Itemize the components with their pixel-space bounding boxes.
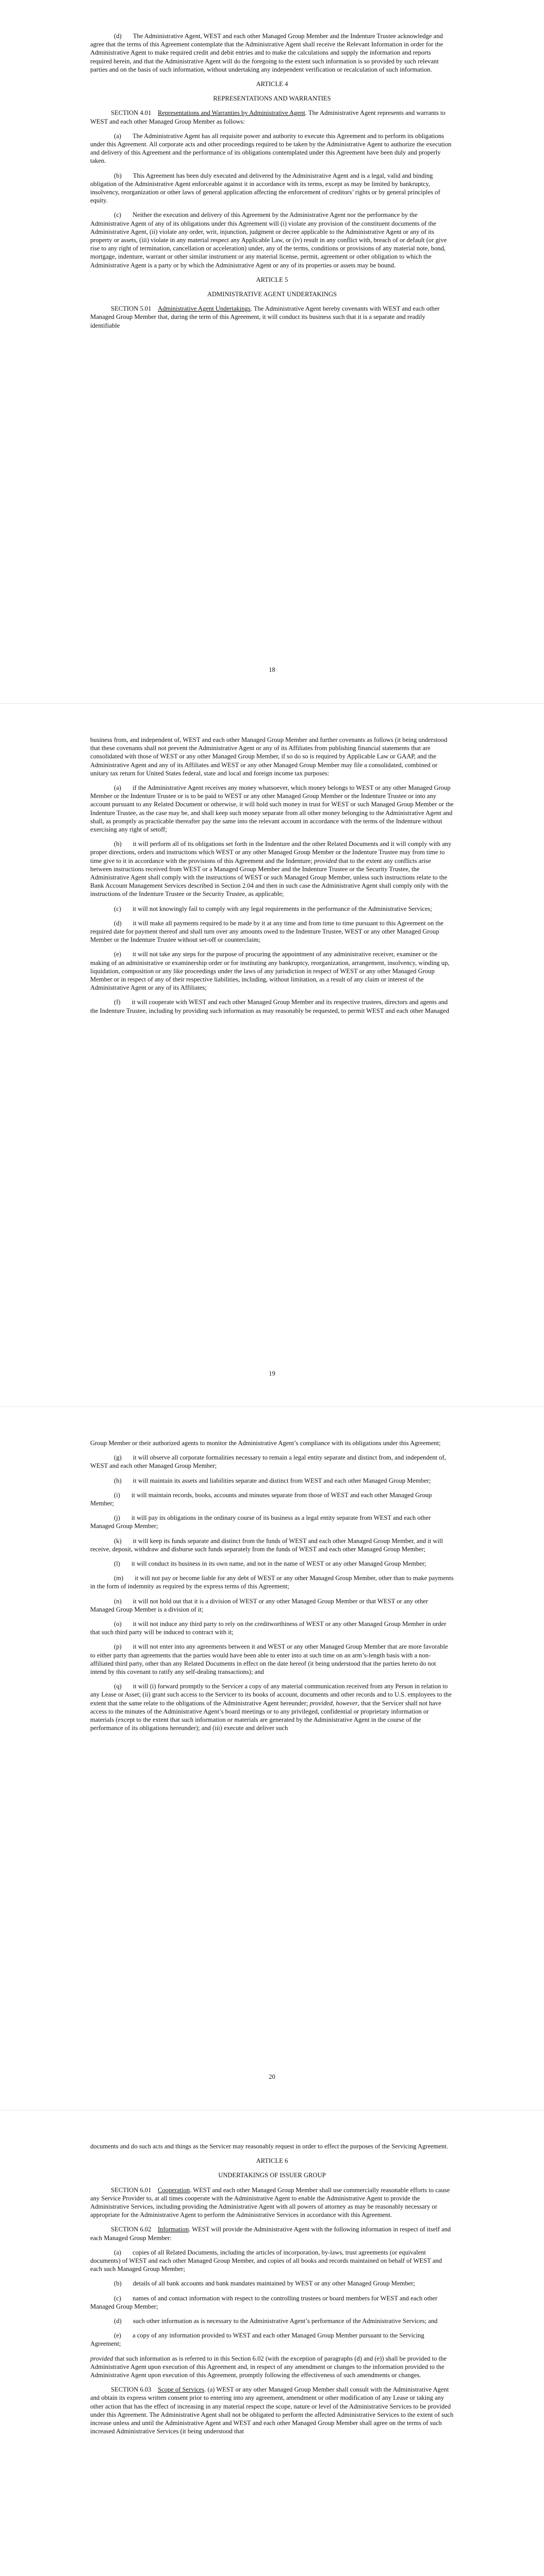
paragraph-5-01-n: (n) it will not hold out that it is a division of WEST or any other Managed Group Member or that WEST or any other Managed Group Member is a division of it; [90,1597,428,1613]
section-number: SECTION 6.02 [111,2226,152,2233]
section-6-03 [90,2385,454,2435]
section-6-02 [90,2225,454,2242]
section-number: SECTION 6.01 [111,2186,152,2194]
paragraph-5-01-d: (d) it will make all payments required to be made by it at any time and from time to time pursuant to this Agreement on the required date for payment thereof and shall turn over any amounts owed to the Indenture Trustee, WEST or any other Managed Group Member or the Indenture Trustee without set-off or counterclaim; [90,919,443,944]
section-4-01 [90,109,454,125]
section-6-01 [90,2186,454,2219]
paragraph-4-01-c: (c) Neither the execution and delivery of this Agreement by the Administrative Agent nor the performance by the Administrative Agent of any of its obligations under this Agreement will (i) violate any provision of the constituent documents of the Administrative Agent, (ii) violate any order, writ, injunction, judgment or decree applicable to the Administrative Agent or any of its property or assets, (iii) violate in any material respect any Applicable Law, or (iv) result in any conflict with, breach of or default (or give rise to any right of termination, cancellation or acceleration) under, any of the terms, conditions or provisions of any material note, bond, mortgage, indenture, warrant or other similar instrument or any material license, permit, agreement or other obligation to which the Administrative Agent is a party or by which the Administrative Agent or any of its properties or assets may be bound. [90,211,447,269]
section-title: Information [157,2226,189,2233]
paragraph-6-02-d: (d) such other information as is necessary to the Administrative Agent’s performance of the Administrative Services; and [114,2317,438,2325]
section-title: Administrative Agent Undertakings [157,305,251,313]
section-text: . WEST and each other Managed Group Member shall use commercially reasonable efforts to cause any Service Provider to, at all times cooperate with the Administrative Agent to enable the Administrative Agent to provide the Administrative Services, including providing the Administrative Agent with all powers of attorney as may be reasonably necessary or appropriate for the Administrative Agent to perform the Administrative Services in accordance with this Agreement. [90,2186,450,2219]
article-title: ADMINISTRATIVE AGENT UNDERTAKINGS [207,291,337,298]
paragraph-5-01-g: (g) it will observe all corporate formalities necessary to remain a legal entity separate and distinct from, and independent of, WEST and each other Managed Group Member; [90,1454,446,1470]
article-title: REPRESENTATIONS AND WARRANTIES [213,95,331,103]
paragraph-6-02-c: (c) names of and contact information with respect to the controlling trustees or board members for WEST and each other Managed Group Member; [90,2294,438,2310]
paragraph-5-01-a: (a) if the Administrative Agent receives any money whatsoever, which money belongs to WEST or any other Managed Group Member or the Indenture Trustee or is to be paid to WEST or any other Managed Group Member or the Indenture Trustee or into any account pursuant to any Related Document or otherwise, it will hold such money in trust for WEST or such Managed Group Member or the Indenture Trustee, as the case may be, and shall keep such money separate from all other money belonging to the Administrative Agent and shall, as promptly as practicable thereafter pay the same into the relevant account in accordance with the terms of the Indenture without exercising any right of setoff; [90,784,454,834]
paragraph-6-02-proviso: provided that such information as is referred to in this Section 6.02 (with the exception of paragraphs (d) and (e)) shall be provided to the Administrative Agent upon execution of this Agreement and, in respect of any amendment or changes to the information provided to the Administrative Agent upon execution of this Agreement, promptly following the effectiveness of such amendments or changes. [90,2354,447,2379]
paragraph-5-01-h: (h) it will maintain its assets and liabilities separate and distinct from WEST and each other Managed Group Member; [114,1477,431,1484]
section-number: SECTION 5.01 [111,305,152,313]
paragraph-5-01-i: (i) it will maintain records, books, accounts and minutes separate from those of WEST and each other Managed Group Member; [90,1491,432,1507]
paragraph-5-01-e: (e) it will not take any steps for the purpose of procuring the appointment of any administrative receiver, examiner or the making of an administrative or examinership order or for instituting any bankruptcy, reorganization, arrangement, insolvency, winding up, liquidation, composition or any like proceedings under the laws of any jurisdiction in respect of WEST or any other Managed Group Member or in respect of any of their respective liabilities, including, without limitation, as a result of any claim or interest of the Administrative Agent or any of its Affiliates; [90,951,450,992]
page-number: 20 [269,2073,275,2080]
paragraph-continuation: documents and do such acts and things as the Servicer may reasonably request in order to effect the purposes of the Servicing Agreement. [90,2143,448,2150]
paragraph-continuation: Group Member or their authorized agents to monitor the Administrative Agent’s compliance with its obligations under this Agreement; [90,1439,441,1447]
article-heading: ARTICLE 4 [256,80,288,88]
paragraph-6-02-b: (b) details of all bank accounts and bank mandates maintained by WEST or any other Managed Group Member; [114,2280,415,2287]
document-page-21 [0,2110,544,2576]
document-page-19 [0,703,544,1406]
paragraph-5-01-c: (c) it will not knowingly fail to comply with any legal requirements in the performance of the Administrative Services; [114,905,432,912]
document-page-18 [0,0,544,703]
paragraph-6-02-e: (e) a copy of any information provided to WEST and each other Managed Group Member pursuant to the Servicing Agreement; [90,2332,424,2348]
section-text: . (a) WEST or any other Managed Group Member shall consult with the Administrative Agent and obtain its express written consent prior to entering into any agreement, amendment or other modification of any Lease or taking any other action that has the effect of increasing in any material respect the scope, nature or level of the Administrative Services to be provided under this Agreement. The Administrative Agent shall not be obligated to perform the affected Administrative Services to the extent of such increase unless and until the Administrative Agent and WEST and each other Managed Group Member shall agree on the terms of such increased Administrative Services (it being understood that [90,2386,454,2435]
paragraph-5-01-l: (l) it will conduct its business in its own name, and not in the name of WEST or any other Managed Group Member; [114,1560,426,1568]
paragraph-4-01-b: (b) This Agreement has been duly executed and delivered by the Administrative Agent and is a legal, valid and binding obligation of the Administrative Agent enforceable against it in accordance with its terms, except as may be limited by bankruptcy, insolvency, reorganization or other laws of general application affecting the enforcement of creditors’ rights or by general principles of equity. [90,172,440,205]
section-title: Cooperation [157,2186,190,2194]
paragraph-5-01-m: (m) it will not pay or become liable for any debt of WEST or any other Managed Group Member, other than to make payments in the form of indemnity as required by the express terms of this Agreement; [90,1574,454,1590]
section-title: Representations and Warranties by Administrative Agent [157,109,305,117]
document-page-20 [0,1406,544,2110]
section-text: . The Administrative Agent represents and warrants to WEST and each other Managed Group Member as follows: [90,109,446,125]
article-heading: ARTICLE 6 [256,2157,288,2165]
paragraph-5-01-j: (j) it will pay its obligations in the ordinary course of its business as a legal entity separate from WEST and each other Managed Group Member; [90,1514,431,1530]
paragraph-4-01-a: (a) The Administrative Agent has all requisite power and authority to execute this Agreement and to perform its obligations under this Agreement. All corporate acts and other proceedings required to be taken by the Administrative Agent to authorize the execution and delivery of this Agreement and the performance of its obligations contemplated under this Agreement have been duly and properly taken. [90,132,452,165]
section-number: SECTION 6.03 [111,2386,152,2394]
section-text: . WEST will provide the Administrative Agent with the following information in respect of itself and each Managed Group Member: [90,2226,451,2242]
paragraph-continuation: business from, and independent of, WEST and each other Managed Group Member and further covenants as follows (it being understood that these covenants shall not prevent the Administrative Agent or any of its Affiliates from publishing financial statements that are consolidated with those of WEST or any other Managed Group Member, if so do so is required by Applicable Law or GAAP, and the Administrative Agent and any of its Affiliates and WEST or any other Managed Group Member may file a consolidated, combined or unitary tax return for United States federal, state and local and foreign income tax purposes: [90,736,448,777]
paragraph-5-01-o: (o) it will not induce any third party to rely on the creditworthiness of WEST or any other Managed Group Member in order that such third party will be induced to contract with it; [90,1620,447,1636]
paragraph-5-01-k: (k) it will keep its funds separate and distinct from the funds of WEST and each other Managed Group Member, and it will receive, deposit, withdraw and disburse such funds separately from the funds of WEST and each other Managed Group Member; [90,1537,443,1553]
section-number: SECTION 4.01 [111,109,152,117]
page-number: 18 [269,666,275,673]
article-heading: ARTICLE 5 [256,276,288,283]
paragraph-5-01-p: (p) it will not enter into any agreements between it and WEST or any other Managed Group Member that are more favorable to either party than agreements that the parties would have been able to enter into at such time on an arm’s-length basis with a non-affiliated third party, other than any Related Documents in effect on the date hereof (it being understood that the parties hereto do not intend by this covenant to ratify any self-dealing transactions); and [90,1643,448,1676]
paragraph-5-01-b: (b) it will perform all of its obligations set forth in the Indenture and the other Related Documents and it will comply with any proper directions, orders and instructions which WEST or any other Managed Group Member or the Indenture Trustee may from time to time give to it in accordance with the provisions of this Agreement and the Indenture; provided that to the extent any conflicts arise between instructions received from WEST or a Managed Group Member and the Indenture Trustee or the Security Trustee, the Administrative Agent shall comply with the instructions of WEST or such Managed Group Member, unless such instructions relate to the Bank Account Management Services described in Section 2.04 and then in such case the Administrative Agent shall comply only with the instructions of the Indenture Trustee or the Security Trustee, as applicable; [90,840,452,898]
article-title: UNDERTAKINGS OF ISSUER GROUP [218,2172,326,2179]
section-title: Scope of Services [157,2386,205,2394]
paragraph-6-02-a: (a) copies of all Related Documents, including the articles of incorporation, by-laws, trust agreements (or equivalent documents) of WEST and each other Managed Group Member, and copies of all books and records maintained on behalf of WEST and each such Managed Group Member; [90,2248,442,2273]
section-text: . The Administrative Agent hereby covenants with WEST and each other Managed Group Member that, during the term of this Agreement, it will conduct its business such that it is a separate and readily identifiable [90,305,440,329]
paragraph-4-d: (d) The Administrative Agent, WEST and each other Managed Group Member and the Indenture Trustee acknowledge and agree that the terms of this Agreement contemplate that the Administrative Agent shall receive the Relevant Information in order for the Administrative Agent to make required credit and debit entries and to make the calculations and supply the information and reports required herein, and that the Administrative Agent will do the foregoing to the extent such information is so provided by such relevant parties and on the basis of such information, without undertaking any independent verification or recalculation of such information. [90,32,443,73]
paragraph-5-01-f: (f) it will cooperate with WEST and each other Managed Group Member and its respective trustees, directors and agents and the Indenture Trustee, including by providing such information as may reasonably be requested, to permit WEST and each other Managed [90,998,449,1014]
paragraph-5-01-q: (q) it will (i) forward promptly to the Servicer a copy of any material communication received from any Person in relation to any Lease or Asset; (ii) grant such access to the Servicer to its books of account, documents and other records and to U.S. employees to the extent that the same relate to the obligations of the Administrative Agent hereunder; provided, however, that the Servicer shall not have access to the minutes of the Administrative Agent’s board meetings or to any privileged, confidential or proprietary information or materials (except to the extent that such information or materials are generated by the Administrative Agent in the course of the performance of its obligations hereunder); and (iii) execute and deliver such [90,1683,452,1732]
page-number: 19 [269,1370,275,1377]
section-5-01 [90,304,454,330]
